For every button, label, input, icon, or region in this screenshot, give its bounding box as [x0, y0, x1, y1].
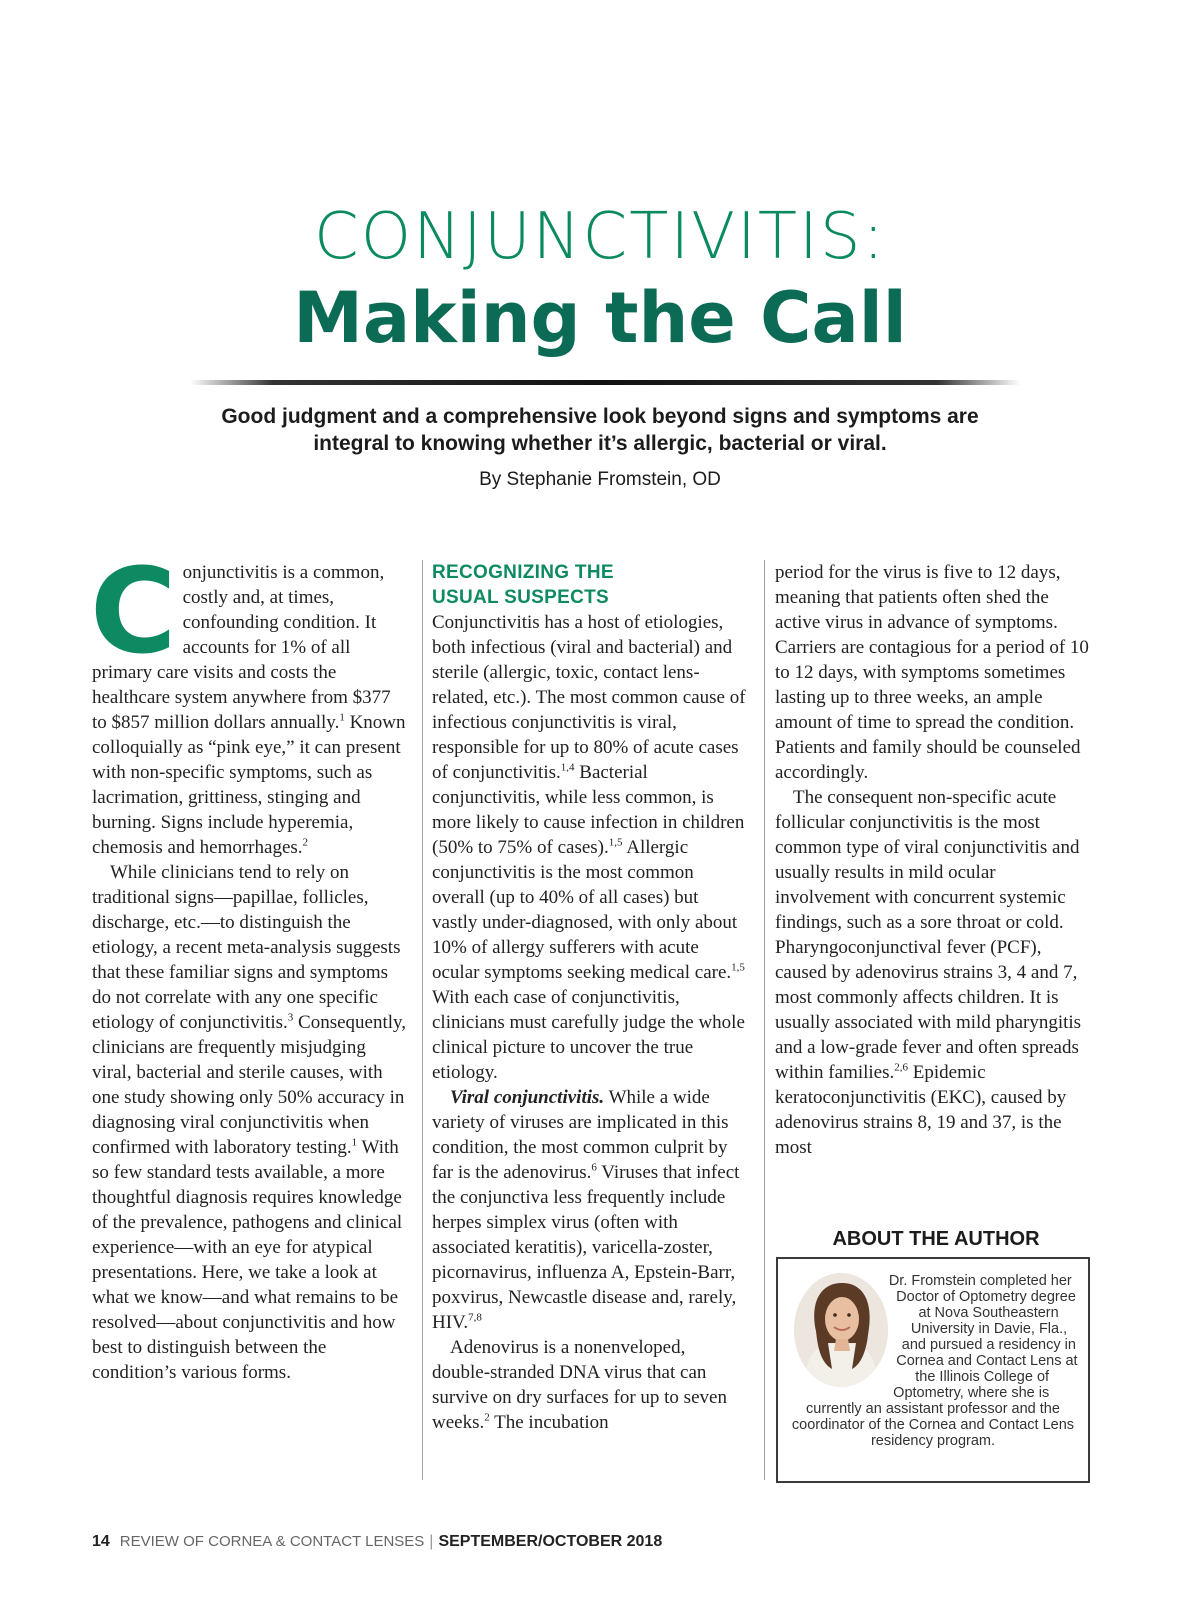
article-column-3	[775, 560, 1095, 1160]
footnote-ref: 3	[287, 1011, 294, 1024]
paragraph	[92, 860, 408, 1385]
paragraph: period for the virus is five to 12 days, meaning that patients often shed the active virus in advance of symptoms. Carriers are contagious for a period of 10 to 12 days, with symptoms sometimes lasting up to three weeks, an ample amount of time to spread the condition. Patients and family should be counseled accordingly.	[775, 562, 1089, 783]
publication-name: REVIEW OF CORNEA & CONTACT LENSES	[119, 1533, 425, 1550]
issue-date: SEPTEMBER/OCTOBER 2018	[438, 1533, 663, 1550]
article-dek	[100, 403, 1100, 457]
author-bio	[788, 1273, 1078, 1449]
article-title-line1: CONJUNCTIVITIS:	[314, 200, 886, 274]
dek-line1: Good judgment and a comprehensive look beyond signs and symptoms are	[221, 405, 979, 428]
footnote-ref: 1	[351, 1136, 358, 1149]
text-run: With each case of conjunctivitis, clinicians must carefully judge the whole clinical picture to uncover the true etiology.	[432, 987, 745, 1083]
footnote-ref: 7,8	[468, 1311, 482, 1324]
text-run: Bacterial conjunctivitis, while less common, is more likely to cause infection in children (50% to 75% of cases).	[432, 762, 745, 858]
article-column-2	[432, 560, 748, 1435]
text-run: While clinicians tend to rely on traditional signs—papillae, follicles, discharge, etc.—to distinguish the etiology, a recent meta-analysis suggests that these familiar signs and symptoms do not correlate with any one specific etiology of conjunctivitis.	[92, 862, 401, 1033]
byline: By Stephanie Fromstein, OD	[479, 469, 721, 490]
paragraph	[432, 1335, 748, 1435]
paragraph	[775, 785, 1095, 1160]
footnote-ref: 2	[484, 1411, 490, 1424]
article-title-line2: Making the Call	[293, 277, 907, 359]
footnote-ref: 2	[302, 836, 309, 849]
text-run: While a wide variety of viruses are implicated in this condition, the most common culprit by far is the adenovirus.	[432, 1087, 729, 1183]
author-bio-text: Dr. Fromstein completed her Doctor of Optometry degree at Nova Southeastern University in Davie, Fla., and pursued a residency in Cornea and Contact Lens at the Illinois College of Optometry, where she is currently an assistant professor and the coordinator of the Cornea and Contact Lens residency program.	[791, 1273, 1078, 1449]
about-author-heading: ABOUT THE AUTHOR	[832, 1228, 1040, 1250]
footnote-ref: 1,5	[731, 961, 745, 974]
footer-separator: |	[429, 1533, 434, 1550]
paragraph	[90, 542, 408, 860]
footnote-ref: 2,6	[894, 1061, 909, 1074]
section-subhead	[432, 560, 748, 610]
run-in-head: Viral conjunctivitis.	[450, 1087, 605, 1108]
text-run: Known colloquially as “pink eye,” it can present with non-specific symptoms, such as lacrimation, grittiness, stinging and burning. Signs include hyperemia, chemosis and hemorrhages.	[92, 712, 406, 858]
footnote-ref: 1	[339, 711, 345, 724]
title-divider	[190, 380, 1020, 385]
drop-cap: C	[90, 542, 177, 680]
page-number: 14	[92, 1533, 110, 1550]
footnote-ref: 6	[591, 1161, 597, 1174]
article-column-1	[90, 542, 408, 1385]
photo-wrap-spacer	[788, 1273, 900, 1389]
text-run: Conjunctivitis has a host of etiologies, both infectious (viral and bacterial) and sterile (allergic, toxic, contact lens-related, etc.). The most common cause of infectious conjunctivitis is viral, responsible for up to 80% of acute cases of conjunctivitis.	[432, 612, 746, 783]
page-footer	[92, 1532, 662, 1552]
dek-line2: integral to knowing whether it’s allergic, bacterial or viral.	[313, 432, 887, 455]
paragraph	[432, 610, 748, 1085]
paragraph	[432, 1085, 748, 1335]
about-author-box	[776, 1257, 1090, 1483]
text-run: With so few standard tests available, a more thoughtful diagnosis requires knowledge of the prevalence, pathogens and clinical experience—with an eye for atypical presentations. Here, we take a look at what we know—and what remains to be resolved—about conjunctivitis and how best to distinguish between the condition’s various forms.	[92, 1137, 403, 1383]
text-run: Allergic conjunctivitis is the most common overall (up to 40% of all cases) but vastly under-diagnosed, with only about 10% of allergy sufferers with acute ocular symptoms seeking medical care.	[432, 837, 738, 983]
footnote-ref: 1,5	[608, 836, 623, 849]
column-divider-2	[764, 560, 765, 1480]
text-run: Viruses that infect the conjunctiva less frequently include herpes simplex virus (often with associated keratitis), varicella-zoster, picornavirus, influenza A, Epstein-Barr, poxvirus, Newcastle disease and, rarely, HIV.	[432, 1162, 740, 1333]
subhead-line1: RECOGNIZING THE	[432, 562, 614, 583]
text-run: The incubation	[489, 1412, 609, 1433]
text-run: Adenovirus is a nonenveloped, double-stranded DNA virus that can survive on dry surfaces for up to seven weeks.	[432, 1337, 727, 1433]
text-run: Consequently, clinicians are frequently misjudging viral, bacterial and sterile causes, with one study showing only 50% accuracy in diagnosing viral conjunctivitis when confirmed with laboratory testing.	[92, 1012, 407, 1158]
subhead-line2: USUAL SUSPECTS	[432, 587, 609, 608]
text-run: The consequent non-specific acute follicular conjunctivitis is the most common type of viral conjunctivitis and usually results in mild ocular involvement with concurrent systemic findings, such as a sore throat or cold. Pharyngoconjunctival fever (PCF), caused by adenovirus strains 3, 4 and 7, most commonly affects children. It is usually associated with mild pharyngitis and a low-grade fever and often spreads within families.	[775, 787, 1082, 1083]
text-run: onjunctivitis is a common, costly and, at times, confounding condition. It accounts for 1% of all primary care visits and costs the healthcare system anywhere from $377 to $857 million dollars annually.	[92, 562, 391, 733]
footnote-ref: 1,4	[560, 761, 575, 774]
text-run: Epidemic keratoconjunctivitis (EKC), caused by adenovirus strains 8, 19 and 37, is the most	[775, 1062, 1067, 1158]
column-divider-1	[422, 560, 423, 1480]
